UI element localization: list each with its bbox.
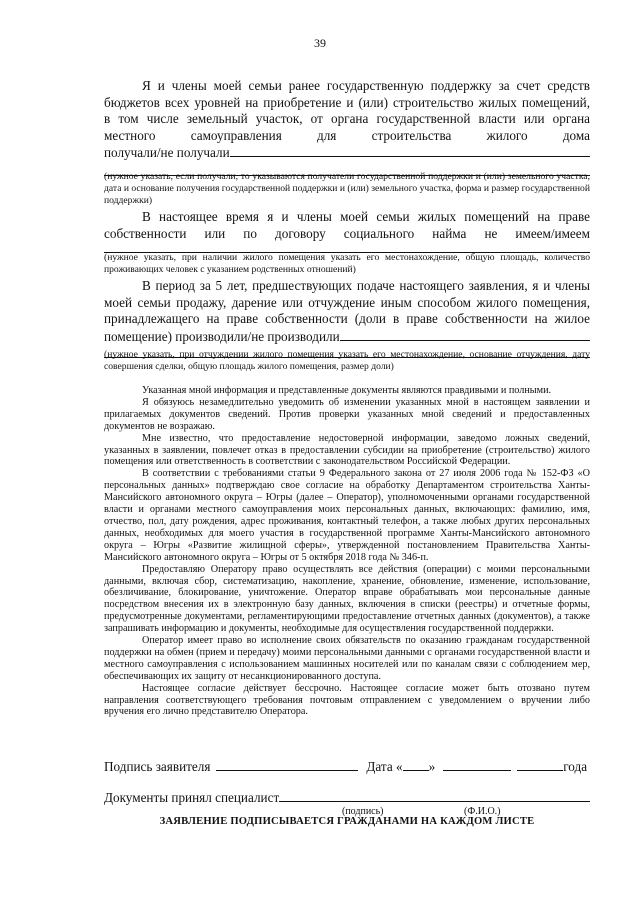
para-alienation: [104, 278, 590, 358]
para1-last-line: [104, 144, 590, 161]
para1-line: местного самоуправления для строительства жилого дома: [104, 127, 590, 143]
body-paragraph: Предоставляю Оператору право осуществлять все действия (операции) с моими персональными данными, включая сбор, систематизацию, накопление, хранение, обновление, изменение, использование, обезличивание, блокирование, уничтожение. Оператор вправе обрабатывать мои персональные данные посредством внесения их в электронную базу данных, включения в списки (реестры) и отчетные формы, предусмотренные документами, регламентирующими предоставление отчетных данных (документов), а также запрашивать информацию и документы, необходимые для осуществления государственной поддержки.: [104, 563, 590, 635]
body-paragraph: Я обязуюсь незамедлительно уведомить об изменении указанных мной в настоящем заявлении и прилагаемых документов сведений. Против проверки указанных мной сведений и предоставленных документов не возражаю.: [104, 396, 590, 432]
accepted-sub-name: (Ф.И.О.): [464, 806, 501, 817]
year-label: года: [563, 759, 588, 774]
date-year-field[interactable]: [517, 758, 563, 771]
para3-last-text: помещение) производили/не производили: [104, 328, 340, 344]
note3-text: (нужное указать, при отчуждении жилого помещения указать его местонахождение, основание отчуждения, дату совершения сделки, общую площадь жилого помещения, размер доли): [104, 349, 590, 372]
accepted-sub-signature: (подпись): [342, 806, 384, 817]
signature-row: [104, 758, 590, 775]
body-paragraph: Оператор имеет право во исполнение своих обязательств по оказанию гражданам государственной поддержки на обмен (прием и передачу) моими персональными данными с органами государственной власти и местного самоуправления с использованием машинных носителей или по каналам связи с соблюдением мер, обеспечивающих их защиту от несанкционированного доступа.: [104, 635, 590, 682]
date-month-field[interactable]: [443, 758, 511, 771]
accepted-label: Документы принял специалист: [104, 790, 280, 805]
para2-line: В настоящее время я и члены моей семьи жилых помещений на праве: [142, 209, 590, 224]
note-alienation: [104, 349, 590, 373]
signature-field[interactable]: [216, 758, 358, 771]
note-current-housing: [104, 252, 590, 276]
para1-line: в том числе земельный участок, от органа государственной власти или органа: [104, 111, 590, 126]
note2-text: (нужное указать, при наличии жилого помещения указать его местонахождение, общую площадь, количество проживающих человек с указанием родственных отношений): [104, 252, 590, 275]
fill-line-para3[interactable]: [340, 328, 590, 341]
para1-last-text: получали/не получали: [104, 145, 230, 160]
body-paragraph: В соответствии с требованиями статьи 9 Федерального закона от 27 июля 2006 года № 152-ФЗ «О персональных данных» подтверждаю свое согласие на обработку Департаментом строительства Ханты-Мансийского автономного округа – Югры (далее – Оператор), уполномоченными органами государственной власти и органами местного самоуправления моих персональных данных, включающих: фамилию, имя, отчество, пол, дату рождения, адрес проживания, контактный телефон, а также любых других персональных данных, необходимых для моего участия в государственной программе Ханты-Мансийского автономного округа – Югры «Развитие жилищной сферы», утвержденной постановлением Правительства Ханты-Мансийского автономного округа – Югры от 5 октября 2018 года № 346-п.: [104, 468, 590, 563]
para-current-housing: [104, 209, 590, 253]
accepted-specialist-field[interactable]: [279, 789, 590, 802]
consent-body: [104, 385, 590, 718]
footer: [104, 816, 590, 827]
footer-text: ЗАЯВЛЕНИЕ ПОДПИСЫВАЕТСЯ ГРАЖДАНАМИ НА КАЖДОМ ЛИСТЕ: [159, 816, 535, 827]
para1-line: Я и члены моей семьи ранее государственную поддержку за счет средств: [142, 78, 590, 93]
para2-line: собственности или по договору социального найма не имеем/имеем: [104, 225, 590, 241]
date-label: Дата «: [366, 759, 403, 774]
para1-line: бюджетов всех уровней на приобретение и (или) строительство жилых помещений,: [104, 94, 590, 110]
accepted-row: [104, 789, 590, 818]
signature-label: Подпись заявителя: [104, 759, 211, 774]
body-paragraph: Указанная мной информация и представленные документы являются правдивыми и полными.: [142, 385, 552, 396]
para3-last-line: [104, 328, 590, 345]
note-previous-support: [104, 171, 590, 206]
para3-line: В период за 5 лет, предшествующих подаче настоящего заявления, я и члены: [142, 278, 590, 293]
body-paragraph: Мне известно, что предоставление недостоверной информации, заведомо ложных сведений, указанных в заявлении, повлечет отказ в предоставлении субсидии на приобретение (строительство) жилого помещения или ответственность в соответствии с законодательством Российской Федерации.: [104, 432, 590, 468]
fill-line-para1[interactable]: [230, 144, 590, 157]
para3-line: принадлежащего на праве собственности (доли в праве собственности на жилое: [104, 311, 590, 326]
para3-line: моей семьи продажу, дарение или отчуждение иным способом жилого помещения,: [104, 294, 590, 310]
date-close-quote: »: [428, 759, 436, 774]
note1-text: (нужное указать, если получали, то указываются получатели государственной поддержки и (или) земельного участка, дата и основание получения государственной поддержки и (или) земельного участка, форма и размер государственной поддержки): [104, 171, 590, 206]
date-day-field[interactable]: [403, 758, 429, 771]
page-number: 39: [314, 36, 326, 50]
body-paragraph: Настоящее согласие действует бессрочно. Настоящее согласие может быть отозвано путем направления соответствующего требования почтовым отправлением с уведомлением о вручении либо вручения его лично представителю Оператора.: [104, 682, 590, 718]
para-previous-support: [104, 78, 590, 176]
